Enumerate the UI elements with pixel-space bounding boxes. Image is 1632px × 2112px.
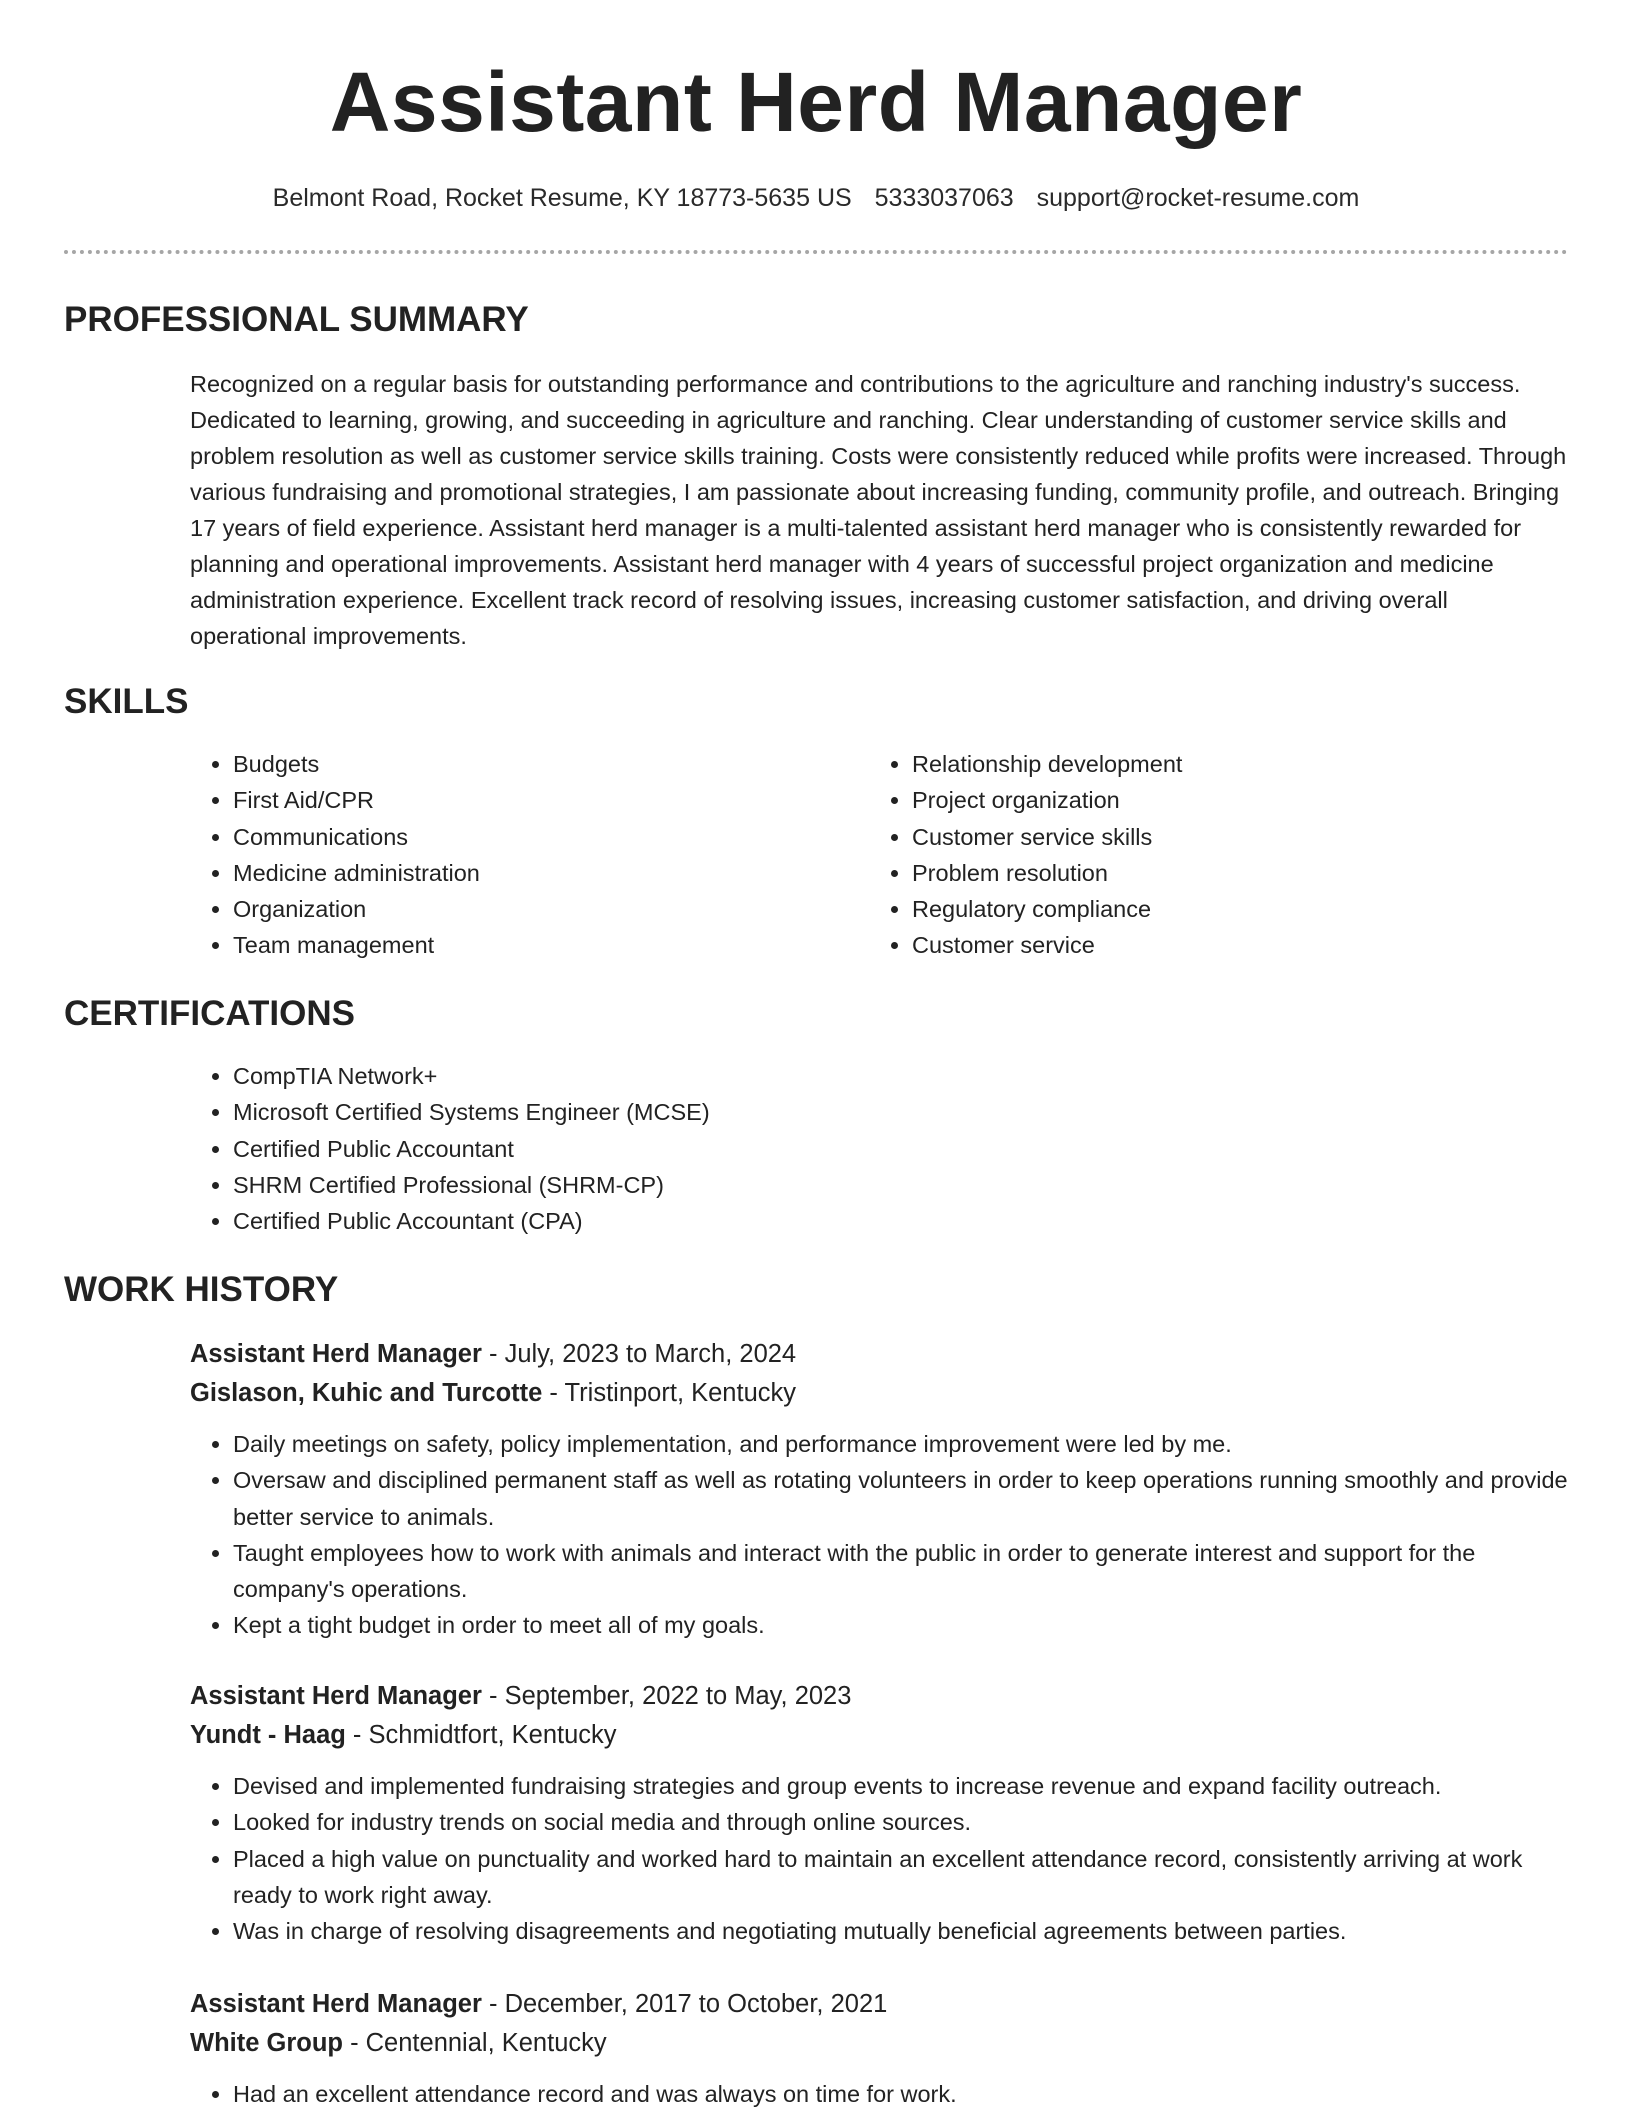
job-company-line <box>190 2024 1570 2063</box>
job-bullet: • Daily meetings on safety, policy implementation, and performance improvement were led by me. <box>233 1426 1570 1462</box>
job-bullet: • Devised and implemented fundraising strategies and group events to increase revenue and expand facility outreach. <box>233 1768 1570 1804</box>
skills-list-right <box>869 746 1572 964</box>
job-bullet: • Oversaw and disciplined permanent staff as well as rotating volunteers in order to keep operations running smoothly and provide better service to animals. <box>233 1462 1570 1535</box>
job-title-line <box>190 1335 1570 1374</box>
job-location: - Tristinport, Kentucky <box>542 1379 796 1407</box>
skill-item: • First Aid/CPR <box>233 782 833 818</box>
skill-item: • Budgets <box>233 746 833 782</box>
skill-item: • Communications <box>233 819 833 855</box>
job-bullets <box>190 1426 1570 1644</box>
job-entry <box>190 1335 1570 1644</box>
certification-item: • SHRM Certified Professional (SHRM-CP) <box>233 1167 1533 1203</box>
skill-item: • Medicine administration <box>233 855 833 891</box>
job-role: Assistant Herd Manager <box>190 1340 482 1368</box>
job-company-line <box>190 1374 1570 1413</box>
job-bullet: • Looked for industry trends on social media and through online sources. <box>233 1804 1570 1840</box>
skill-item: • Customer service skills <box>912 819 1572 855</box>
certification-item: • Microsoft Certified Systems Engineer (MCSE) <box>233 1094 1533 1130</box>
job-role: Assistant Herd Manager <box>190 1682 482 1710</box>
summary-text: Recognized on a regular basis for outstanding performance and contributions to the agriculture and ranching industry's success. Dedicated to learning, growing, and succeeding in agriculture and ranching. Clear understanding of customer service skills and problem resolution as well as customer service skills training. Costs were consistently reduced while profits were increased. Through various fundraising and promotional strategies, I am passionate about increasing funding, community profile, and outreach. Bringing 17 years of field experience. Assistant herd manager is a multi-talented assistant herd manager who is consistently rewarded for planning and operational improvements. Assistant herd manager with 4 years of successful project organization and medicine administration experience. Excellent track record of resolving issues, increasing customer satisfaction, and driving overall operational improvements. <box>190 371 1567 649</box>
skill-item: • Organization <box>233 891 833 927</box>
job-dates: - July, 2023 to March, 2024 <box>481 1340 797 1368</box>
job-role: Assistant Herd Manager <box>190 1990 482 2018</box>
contact-phone: 5333037063 <box>874 184 1014 212</box>
certification-item: • Certified Public Accountant (CPA) <box>233 1203 1533 1239</box>
job-entry <box>190 1985 1570 2112</box>
job-title-line <box>190 1677 1570 1716</box>
job-bullet: • Kept a tight budget in order to meet all of my goals. <box>233 1607 1570 1643</box>
job-entry <box>190 1677 1570 1949</box>
contact-email: support@rocket-resume.com <box>1036 184 1360 212</box>
work-history-heading: WORK HISTORY <box>64 1270 339 1309</box>
job-title-line <box>190 1985 1570 2024</box>
skills-list-left <box>190 746 833 964</box>
job-company-line <box>190 1716 1570 1755</box>
certifications-heading: CERTIFICATIONS <box>64 994 356 1033</box>
job-bullet: • Placed a high value on punctuality and worked hard to maintain an excellent attendance record, consistently arriving at work ready to work right away. <box>233 1841 1570 1914</box>
certification-item: • Certified Public Accountant <box>233 1131 1533 1167</box>
skill-item: • Problem resolution <box>912 855 1572 891</box>
skill-item: • Customer service <box>912 927 1572 963</box>
job-company: Yundt - Haag <box>190 1721 346 1749</box>
contact-line <box>0 180 1632 216</box>
job-dates: - September, 2022 to May, 2023 <box>481 1682 852 1710</box>
job-location: - Schmidtfort, Kentucky <box>345 1721 617 1749</box>
job-bullet: • Taught employees how to work with animals and interact with the public in order to generate interest and support for the company's operations. <box>233 1535 1570 1608</box>
job-dates: - December, 2017 to October, 2021 <box>481 1990 888 2018</box>
candidate-name: Assistant Herd Manager <box>329 55 1303 149</box>
header-divider <box>64 250 1568 254</box>
summary-heading: PROFESSIONAL SUMMARY <box>64 300 529 339</box>
job-bullet: • Had an excellent attendance record and was always on time for work. <box>233 2076 1570 2112</box>
skill-item: • Relationship development <box>912 746 1572 782</box>
job-company: Gislason, Kuhic and Turcotte <box>190 1379 543 1407</box>
job-company: White Group <box>190 2029 343 2057</box>
job-bullet: • Was in charge of resolving disagreements and negotiating mutually beneficial agreements between parties. <box>233 1913 1570 1949</box>
skill-item: • Team management <box>233 927 833 963</box>
skill-item: • Project organization <box>912 782 1572 818</box>
job-location: - Centennial, Kentucky <box>342 2029 607 2057</box>
contact-address: Belmont Road, Rocket Resume, KY 18773-5635 US <box>272 184 852 212</box>
job-bullets <box>190 1768 1570 1949</box>
certifications-list <box>190 1058 1533 1239</box>
skills-heading: SKILLS <box>64 682 189 721</box>
certification-item: • CompTIA Network+ <box>233 1058 1533 1094</box>
skill-item: • Regulatory compliance <box>912 891 1572 927</box>
job-bullets <box>190 2076 1570 2112</box>
